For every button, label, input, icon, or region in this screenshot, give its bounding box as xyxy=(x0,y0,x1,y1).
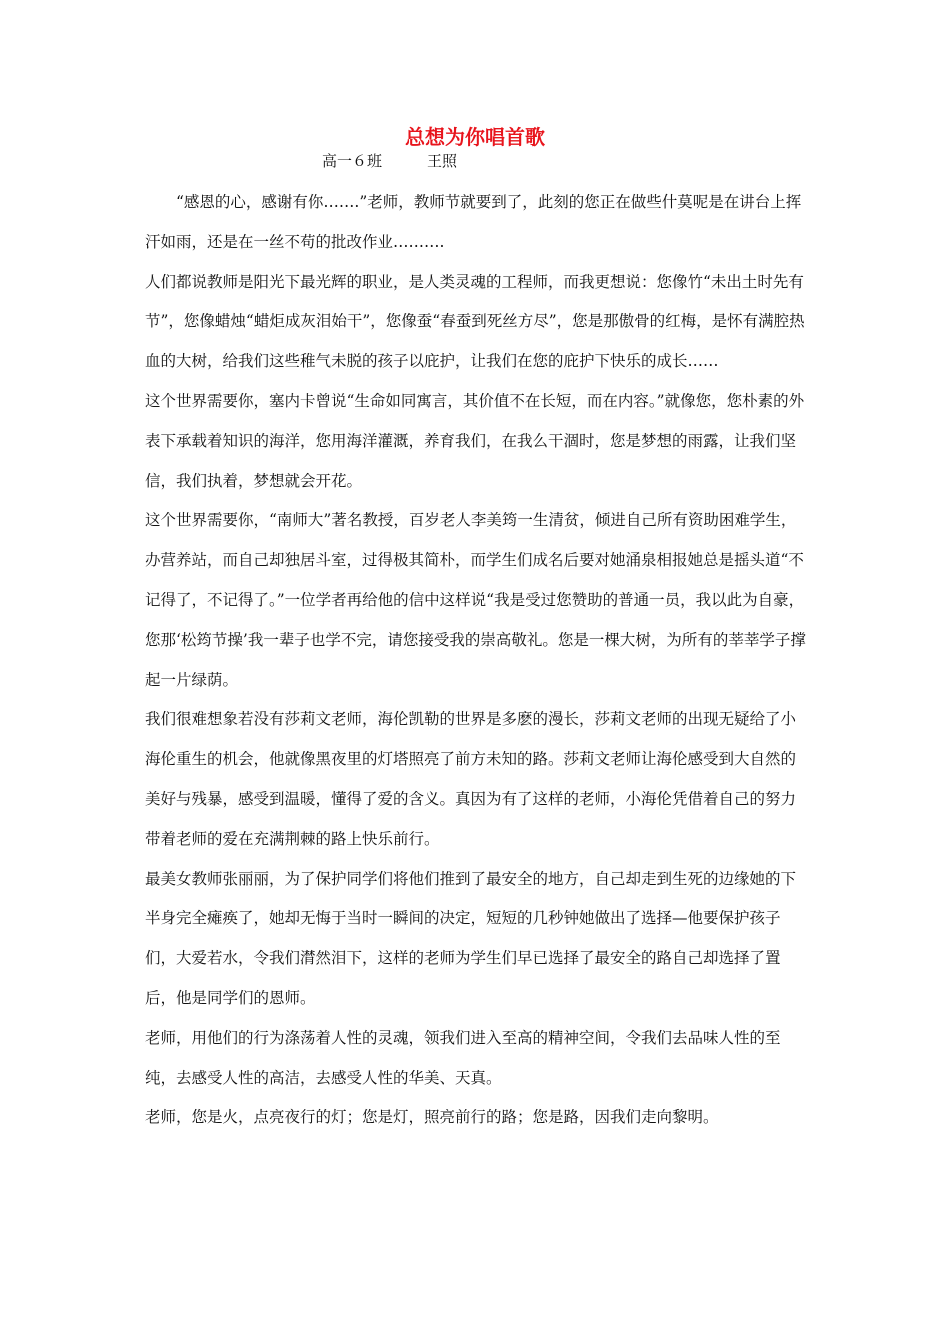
paragraph-4: 这个世界需要你，“南师大”著名教授，百岁老人李美筠一生清贫，倾进自己所有资助困难学生，办营养站，而自己却独居斗室，过得极其简朴，而学生们成名后要对她涌泉相报她总是摇头道“不记得了，不记得了。”一位学者再给他的信中这样说“我是受过您赞助的普通一员，我以此为自豪，您那‘松筠节操’我一辈子也学不完，请您接受我的崇高敬礼。您是一棵大树，为所有的莘莘学子撑起一片绿荫。 xyxy=(145,511,806,689)
author-byline: 高一６班 王照 xyxy=(322,152,458,170)
paragraph-6: 最美女教师张丽丽，为了保护同学们将他们推到了最安全的地方，自己却走到生死的边缘她的下半身完全瘫痪了，她却无悔于当时一瞬间的决定，短短的几秒钟她做出了选择—他要保护孩子们，大爱若水，令我们潸然泪下，这样的老师为学生们早已选择了最安全的路自己却选择了置后，他是同学们的恩师。 xyxy=(145,869,797,1007)
paragraph-1: “感恩的心，感谢有你…….”老师，教师节就要到了，此刻的您正在做些什莫呢是在讲台上挥汗如雨，还是在一丝不苟的批改作业………. xyxy=(145,193,802,251)
paragraph-2: 人们都说教师是阳光下最光辉的职业，是人类灵魂的工程师，而我更想说：您像竹“未出土时先有节”，您像蜡烛“蜡炬成灰泪始干”，您像蚕“春蚕到死丝方尽”，您是那傲骨的红梅，是怀有满腔热血的大树，给我们这些稚气未脱的孩子以庇护，让我们在您的庇护下快乐的成长…… xyxy=(145,272,805,371)
document-title: 总想为你唱首歌 xyxy=(405,125,545,149)
paragraph-5: 我们很难想象若没有莎莉文老师，海伦凯勒的世界是多麽的漫长，莎莉文老师的出现无疑给了小海伦重生的机会，他就像黑夜里的灯塔照亮了前方未知的路。莎莉文老师让海伦感受到大自然的美好与残暴，感受到温暖，懂得了爱的含义。真因为有了这样的老师，小海伦凭借着自己的努力 带着老师的爱在充满荆棘的路上快乐前行。 xyxy=(145,710,797,848)
paragraph-7: 老师，用他们的行为涤荡着人性的灵魂，领我们进入至高的精神空间，令我们去品味人性的至纯，去感受人性的高洁，去感受人性的华美、天真。 xyxy=(145,1028,781,1087)
paragraph-3: 这个世界需要你，塞内卡曾说“生命如同寓言，其价值不在长短，而在内容。”就像您，您朴素的外表下承载着知识的海洋，您用海洋灌溉，养育我们，在我么干涸时，您是梦想的雨露，让我们坚信，我们执着，梦想就会开花。 xyxy=(145,391,805,490)
document-body xyxy=(145,183,810,1138)
paragraph-8: 老师，您是火，点亮夜行的灯；您是灯，照亮前行的路；您是路，因我们走向黎明。 xyxy=(145,1108,719,1127)
